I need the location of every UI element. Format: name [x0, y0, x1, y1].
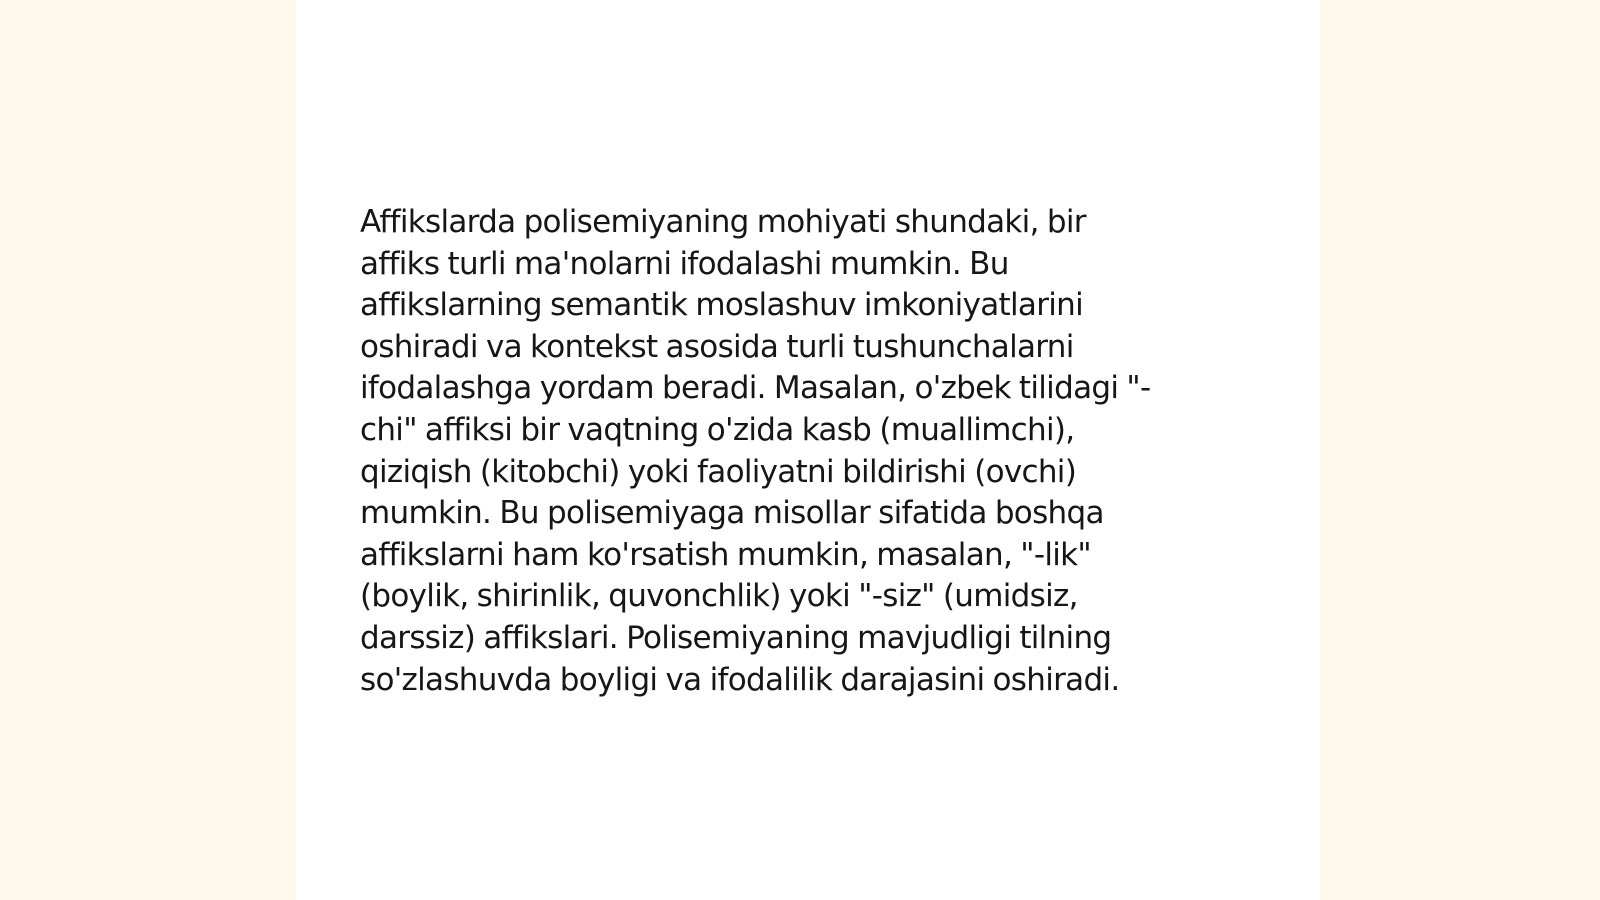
paragraph-line: chi" affiksi bir vaqtning o'zida kasb (muallimchi), [360, 411, 1075, 448]
paragraph-line: oshiradi va kontekst asosida turli tushunchalarni [360, 328, 1074, 365]
paragraph-line: so'zlashuvda boyligi va ifodalilik darajasini oshiradi. [360, 661, 1120, 698]
paragraph-line: mumkin. Bu polisemiyaga misollar sifatida boshqa [360, 495, 1104, 532]
paragraph-line: darssiz) affikslari. Polisemiyaning mavjudligi tilning [360, 619, 1112, 656]
document-page [296, 0, 1320, 900]
paragraph-line: ifodalashga yordam beradi. Masalan, o'zbek tilidagi "- [360, 370, 1151, 407]
paragraph-line: Affikslarda polisemiyaning mohiyati shundaki, bir [360, 204, 1086, 240]
paragraph-line: affikslarni ham ko'rsatish mumkin, masalan, "-lik" [360, 536, 1091, 573]
paragraph-line: qiziqish (kitobchi) yoki faoliyatni bildirishi (ovchi) [360, 453, 1077, 490]
body-paragraph [360, 202, 1260, 701]
paragraph-line: affikslarning semantik moslashuv imkoniyatlarini [360, 287, 1084, 324]
paragraph-line: (boylik, shirinlik, quvonchlik) yoki "-siz" (umidsiz, [360, 578, 1078, 615]
paragraph-line: affiks turli ma'nolarni ifodalashi mumkin. Bu [360, 245, 1009, 282]
